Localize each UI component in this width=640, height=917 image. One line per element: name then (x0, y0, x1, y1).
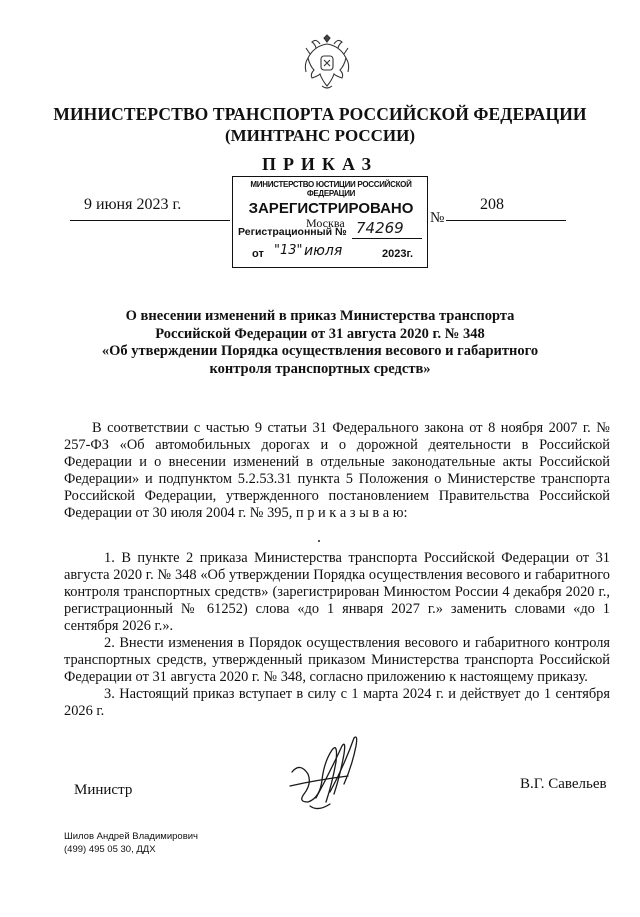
stamp-reg-label: Регистрационный № (238, 226, 347, 238)
stamp-number-underline (352, 238, 422, 239)
stamp-from: от (252, 248, 264, 260)
order-date: 9 июня 2023 г. (84, 196, 182, 213)
number-sign: № (430, 210, 445, 226)
order-number: 208 (480, 196, 504, 213)
date-underline (70, 220, 230, 221)
speck (318, 540, 320, 542)
title-line: «Об утверждении Порядка осуществления весового и габаритного (101, 343, 539, 359)
signatory-name: В.Г. Савельев (520, 776, 607, 792)
executor-name: Шилов Андрей Владимирович (64, 831, 198, 842)
ministry-short-name: (МИНТРАНС РОССИИ) (224, 126, 416, 145)
stamp-day: "13" (274, 243, 303, 258)
title-line: О внесении изменений в приказ Министерства транспорта (125, 308, 515, 324)
ministry-name: МИНИСТЕРСТВО ТРАНСПОРТА РОССИЙСКОЙ ФЕДЕРАЦИИ (53, 104, 587, 124)
order-city: Москва (306, 216, 345, 230)
stamp-authority: МИНИСТЕРСТВО ЮСТИЦИИ РОССИЙСКОЙ ФЕДЕРАЦИИ (250, 180, 412, 198)
title-line: контроля транспортных средств» (209, 360, 431, 377)
stamp-year: 2023г. (382, 248, 414, 260)
executor-phone: (499) 495 05 30, ДДХ (64, 844, 156, 855)
signatory-position: Министр (74, 782, 133, 798)
order-item-2: 2. Внести изменения в Порядок осуществления весового и габаритного контроля транспортных средств, утвержденный приказом Министерства транспорта Российской Федерации от 31 августа 2020 г. № 348, согласно приложению к настоящему приказу. (64, 635, 610, 685)
coat-of-arms-icon (302, 34, 352, 92)
stamp-reg-number: 74269 (356, 219, 404, 237)
preamble-text: В соответствии с частью 9 статьи 31 Федерального закона от 8 ноября 2007 г. № 257-ФЗ «Об автомобильных дорогах и о дорожной деятельности в Российской Федерации и о внесении изменений в отдельные законодательные акты Российской Федерации» и подпунктом 5.2.53.31 пункта 5 Положения о Министерстве транспорта Российской Федерации, утвержденного постановлением Правительства Российской Федерации от 30 июля 2004 г. № 395, п р и к а з ы в а ю: (64, 420, 610, 521)
stamp-month: июля (304, 243, 343, 259)
stamp-registered: ЗАРЕГИСТРИРОВАНО (248, 200, 414, 217)
order-title (80, 308, 560, 378)
executor-info (64, 830, 198, 856)
order-item-3: 3. Настоящий приказ вступает в силу с 1 марта 2024 г. и действует до 1 сентября 2026 г. (64, 686, 610, 719)
number-underline (446, 220, 566, 221)
handwritten-signature-icon (286, 732, 366, 818)
order-items (64, 550, 610, 720)
order-heading: ПРИКАЗ (261, 154, 379, 174)
order-item-1: 1. В пункте 2 приказа Министерства транспорта Российской Федерации от 31 августа 2020 г. № 348 «Об утверждении Порядка осуществления весового и габаритного контроля транспортных средств» (зарегистрирован Минюстом России 4 декабря 2020 г., регистрационный № 61252) слова «до 1 января 2027 г.» заменить словами «до 1 сентября 2026 г.». (64, 550, 610, 634)
preamble (64, 420, 610, 522)
title-line: Российской Федерации от 31 августа 2020 г. № 348 (155, 325, 485, 342)
